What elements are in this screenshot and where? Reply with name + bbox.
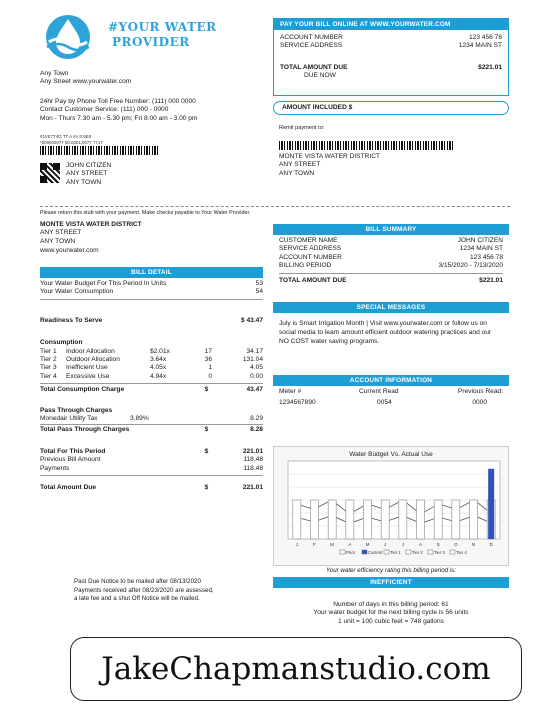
month-label: F <box>313 542 316 547</box>
legend-swatch <box>384 550 389 554</box>
tier-row: Tier 2 Outdoor Allocation 3.64x 36 131.04 <box>40 356 263 364</box>
special-message: July is Smart Irrigation Month | Visit www.yourwater.com or follow us on social media to learn amount efficient outdoor watering practices and our NO COST water saving programs. <box>279 320 492 345</box>
remit-label: Remit payment to: <box>279 125 325 131</box>
prior-bar <box>417 500 425 539</box>
customer-address: JOHN CITIZEN ANY STREET ANY TOWN <box>66 162 112 186</box>
watermark-box <box>70 637 522 701</box>
tier-rows <box>40 348 263 382</box>
prior-bar <box>293 500 301 539</box>
mail-codes: #1VE7T4G TT A AV 0.5E8 *000000077 00.0001.0077 7717 <box>40 134 103 145</box>
service-address: 1234 MAIN ST <box>458 42 502 50</box>
month-label: O <box>454 542 458 547</box>
month-label: A <box>418 542 423 547</box>
due-now: DUE NOW <box>304 72 336 80</box>
remit-address: MONTE VISTA WATER DISTRICT ANY STREET ANY TOWN <box>279 153 380 177</box>
bill-detail: Your Water Budget For This Period In Units 53 Your Water Consumption 54 Readiness To Serve $ 43.47 Consumption Tier 1 Indoor Allocation $2.01x 17 34.17 Tier 2 Outdoor Allocation 3.64x 36 131.04 Tier 3 Inefficient Use 4.05x 1 4.05 Tier 4 Excessive Use 4.94x 0 0.00 Total Consumption Charge $ 43.47 Pass Through Charges Monedair Utility Tax 3.89% 8.29 Total Pass Through Charges $ 8.28 Total For This Period $ 221.01 Previous Bill Amount 118.48 Payments 118.48 Total Amount Due $ 221.01 <box>40 280 263 492</box>
brand-name: #YOUR WATER PROVIDER <box>108 20 217 49</box>
efficiency-label: Your water efficiency rating this billing period is: <box>325 567 456 574</box>
month-label: J <box>384 542 387 547</box>
month-label: M <box>365 542 370 547</box>
month-label: J <box>295 542 298 547</box>
tier-row: Tier 3 Inefficient Use 4.05x 1 4.05 <box>40 364 263 372</box>
legend-label: Prior <box>346 550 356 555</box>
prior-bar <box>311 500 319 539</box>
legend-swatch <box>340 550 345 554</box>
service-address-label: SERVICE ADDRESS <box>280 42 343 50</box>
legend-label: Tier 3 <box>434 550 445 555</box>
account-info-title: ACCOUNT INFORMATION <box>273 375 509 386</box>
bill-summary-title: BILL SUMMARY <box>273 224 509 235</box>
pay-online-box <box>273 18 509 96</box>
prior-bar <box>399 500 407 539</box>
pay-online-title: PAY YOUR BILL ONLINE AT WWW.YOURWATER.COM <box>274 19 508 30</box>
month-label: D <box>489 542 493 547</box>
prior-bar <box>381 500 389 539</box>
tier-row: Tier 1 Indoor Allocation $2.01x 17 34.17 <box>40 347 263 355</box>
account-number-label: ACCOUNT NUMBER <box>280 34 343 41</box>
month-label: S <box>436 542 440 547</box>
contact-info: 24hr Pay by Phone Toll Free Number: (111) 000 0000 Contact Customer Service: (111) 000 - 0000 Mon - Thurs 7.30 am - 5.30 pm; Fri 8:00 am - 3.00 pm <box>40 98 198 122</box>
stub-divider <box>40 206 510 207</box>
provider-address: Any Town Any Street www.yourwater.com <box>40 70 132 86</box>
total-due: $221.01 <box>478 63 502 71</box>
prior-bar <box>364 500 372 539</box>
chart-title: Water Budget Vs. Actual Use <box>349 451 433 458</box>
usage-chart-svg <box>274 447 508 565</box>
legend-label: Tier 1 <box>390 550 401 555</box>
prior-bar <box>434 500 442 539</box>
month-label: M <box>330 542 335 547</box>
district-info: MONTE VISTA WATER DISTRICT ANY STREET ANY TOWN www.yourwater.com <box>40 221 142 255</box>
prior-bar <box>452 500 460 539</box>
late-notice: Past Due Notice to be mailed after 08/13/2020 Payments received after 08/23/2020 are assessed, a late fee and a shut Off Notice will be mailed. <box>74 578 214 603</box>
amount-included-field[interactable]: AMOUNT INCLUDED $ <box>273 101 509 115</box>
total-consumption-row: Total Consumption Charge $ 43.47 <box>40 386 263 394</box>
legend-label: Current <box>368 550 383 555</box>
stub-note: Please return this stub with your payment. Make checks payable to Your Water Provider. <box>40 210 251 216</box>
prior-bar <box>328 500 336 539</box>
actual-bar <box>488 469 494 539</box>
tier-row: Tier 4 Excessive Use 4.94x 0 0.00 <box>40 372 263 380</box>
prior-bar <box>470 500 478 539</box>
provider-logo <box>37 14 99 60</box>
qr-code <box>40 163 60 183</box>
efficiency-details: Number of days in this billing period: 61 Your water budget for the next billing cycle is 56 units 1 unit = 100 cubic feet = 748 gallons <box>313 601 469 625</box>
bill-summary: CUSTOMER NAME JOHN CITIZEN SERVICE ADDRESS 1234 MAIN ST ACCOUNT NUMBER 123 456 78 BILLING PERIOD 3/15/2020 - 7/13/2020 TOTAL AMOUNT DUE $221.01 <box>279 237 503 284</box>
legend-swatch <box>406 550 411 554</box>
prior-bar <box>346 500 354 539</box>
legend-swatch <box>362 550 367 554</box>
special-messages-title: SPECIAL MESSAGES <box>273 302 509 313</box>
efficiency-rating: INEFFICIENT <box>273 577 509 588</box>
legend-swatch <box>450 550 455 554</box>
month-label: A <box>348 542 352 547</box>
watermark-text: JakeChapmanstudio.com <box>101 651 491 687</box>
total-due-label: TOTAL AMOUNT DUE <box>280 63 348 71</box>
postal-barcode <box>40 146 158 155</box>
legend-label: Tier 4 <box>456 550 467 555</box>
month-label: N <box>471 542 476 547</box>
account-info: Meter # Current Read Previous Read: 1234567890 0054 0000 <box>279 388 503 407</box>
remit-barcode <box>279 141 455 150</box>
usage-chart <box>273 446 509 566</box>
legend-swatch <box>428 550 433 554</box>
bill-detail-title: BILL DETAIL <box>40 267 263 278</box>
legend-label: Tier 2 <box>412 550 423 555</box>
month-label: J <box>401 542 404 547</box>
account-number: 123 456 78 <box>468 34 502 41</box>
